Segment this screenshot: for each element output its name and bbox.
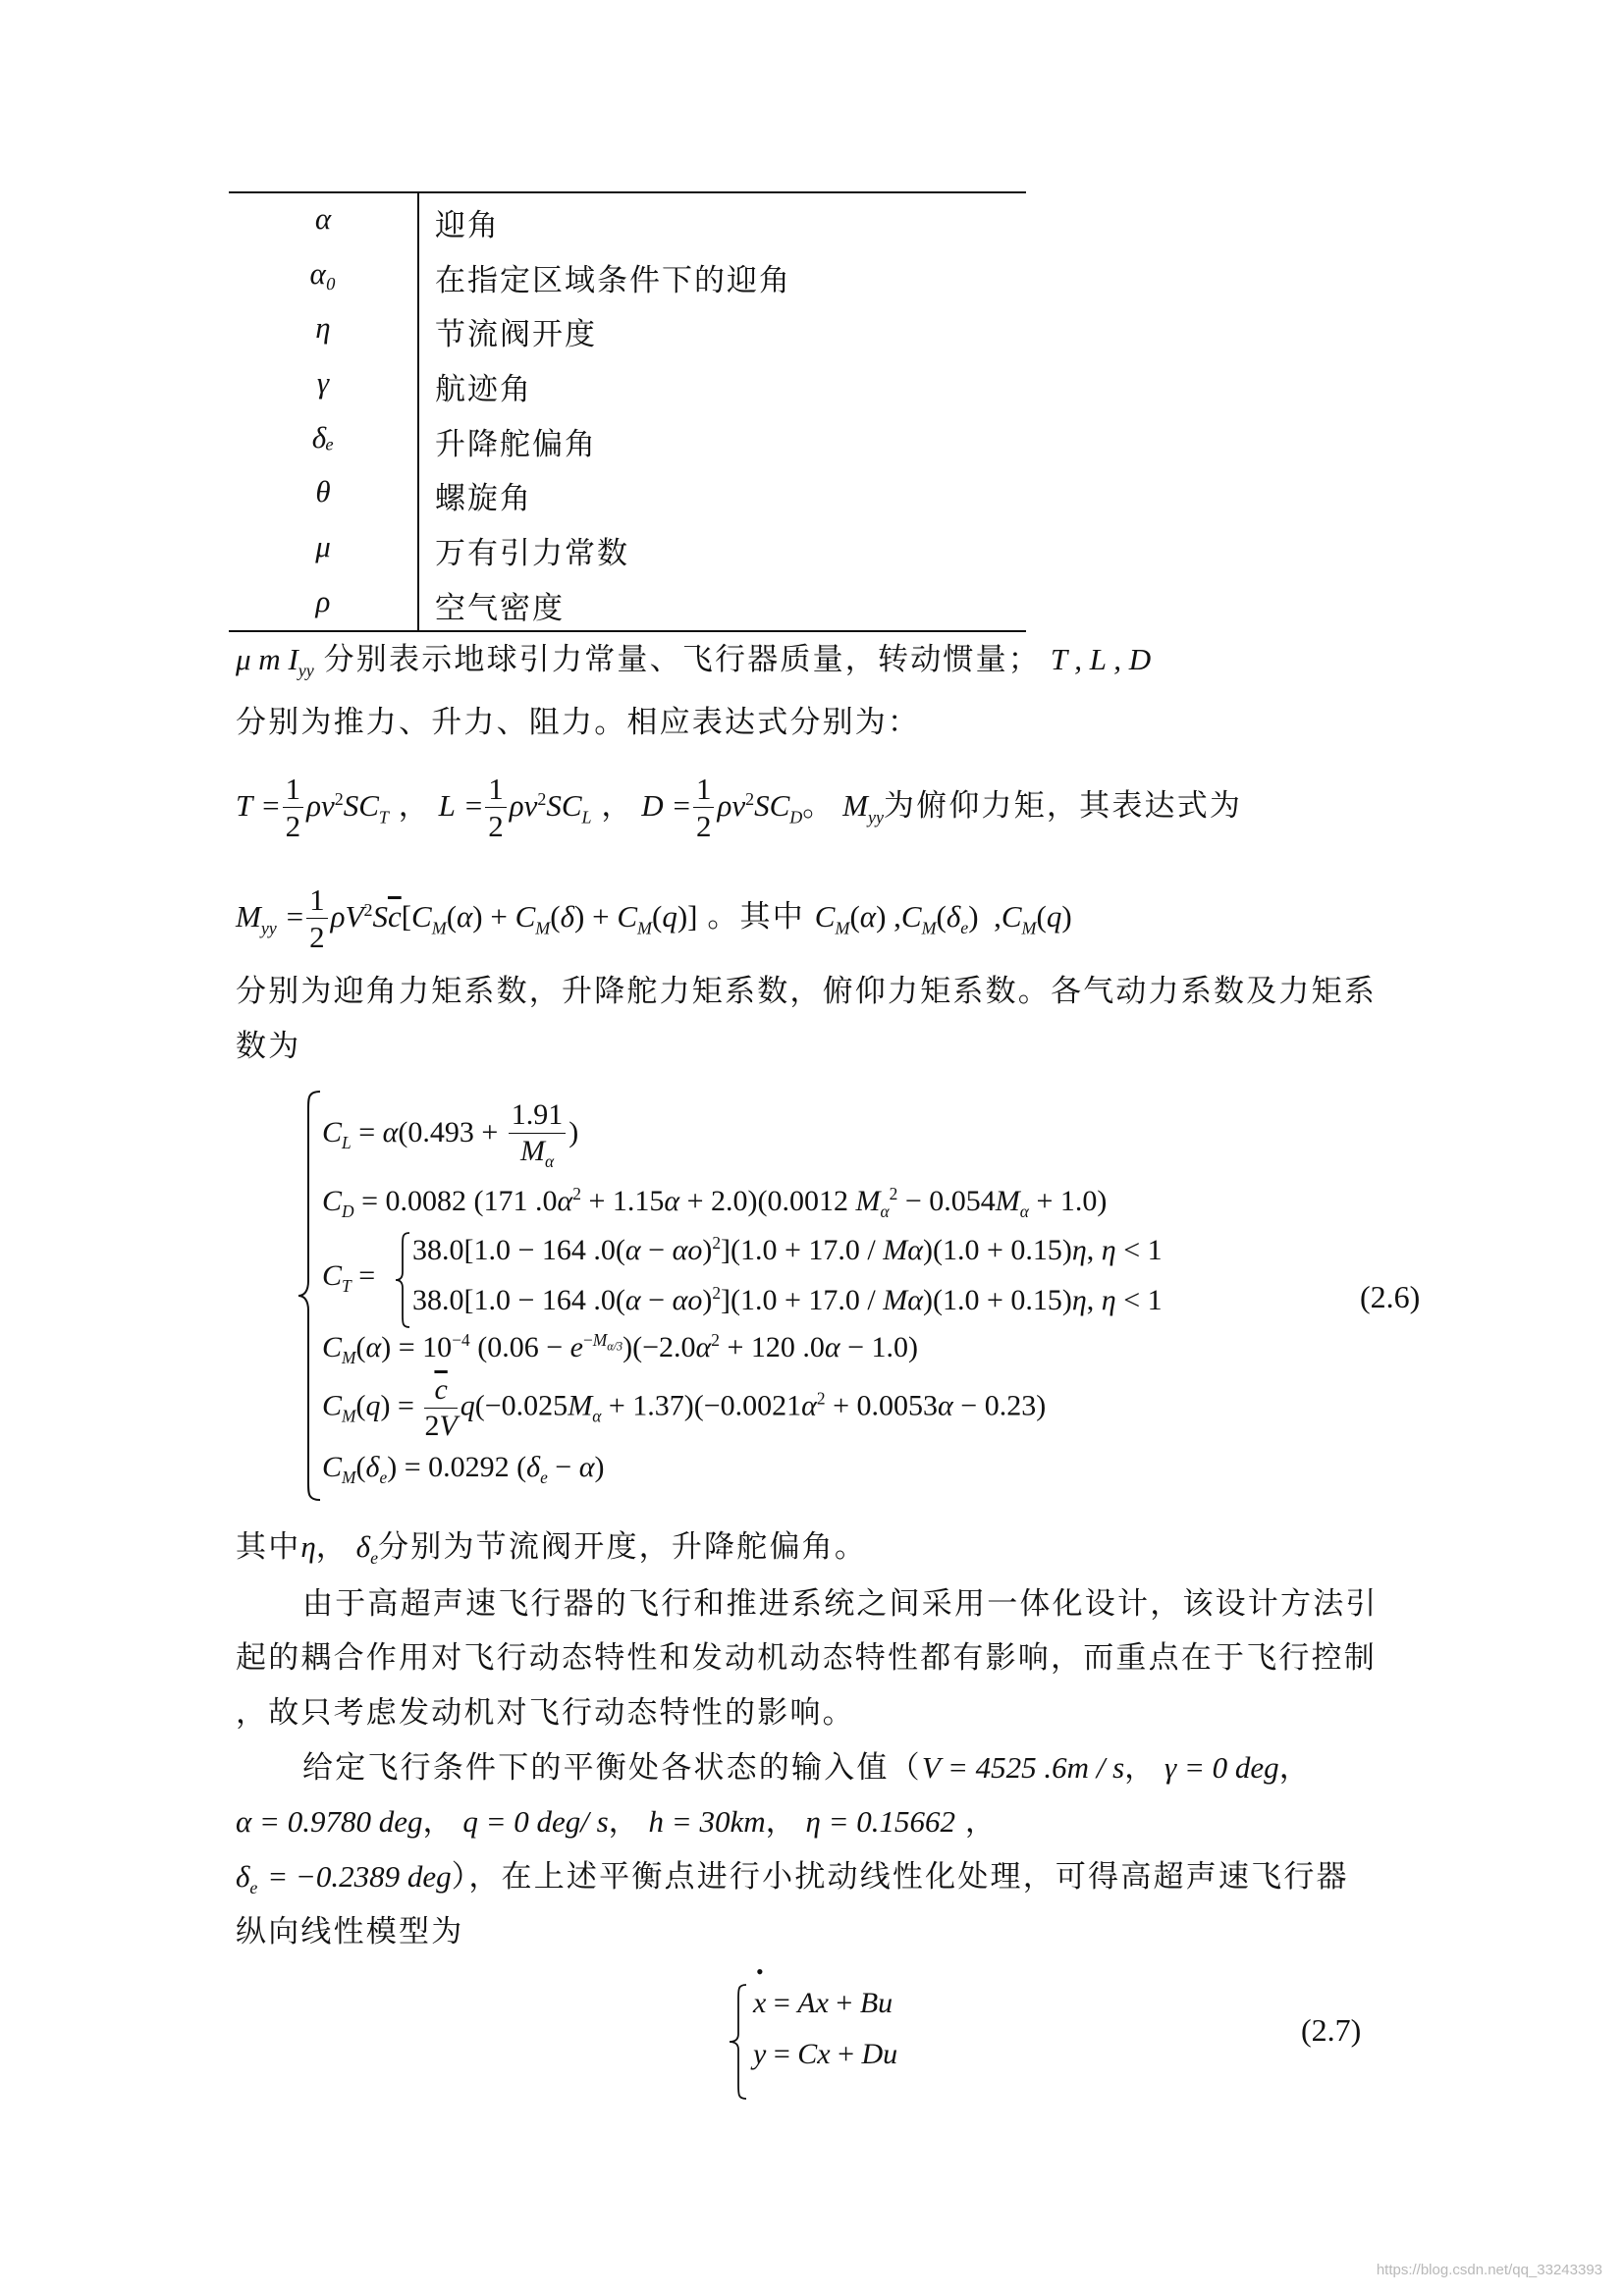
equation-cl: $C_L = \alpha(0.493$ + $\frac{1.91}{M_\alpha}$ )	[322, 1098, 579, 1171]
inner-brace	[393, 1231, 412, 1329]
equation-ct-case2: 38.0[1.0 − 164 $.0(\alpha - \alpha o)^2](1.0 + 17.0 / M\alpha)(1.0 + 0.15)\eta$, η < 1	[412, 1283, 1163, 1316]
text-line: T = $\frac{1}{2}$ $\rho v^2SC_T$ ， L = $\frac{1}{2}$ $\rho v^2SC_L$ ， D = $\frac{1}{2}$ $\rho v^2SC_D$。 $M_{yy}$为俯仰力矩，其表达式为	[236, 772, 1243, 844]
description-cell: 万有引力常数	[435, 536, 629, 572]
body-text: 纵向线性模型为	[236, 1914, 464, 1949]
table-row	[229, 466, 1026, 521]
table-bottom-rule	[229, 630, 1026, 632]
body-text: 为俯仰力矩，其表达式为	[883, 788, 1243, 825]
body-text: 分别为节流阀开度，升降舵偏角。	[378, 1529, 868, 1565]
symbol-cell: ρ	[315, 583, 331, 618]
table-row	[229, 248, 1026, 303]
equation-ct-label: $C_T$ =	[322, 1259, 376, 1296]
equation-ct-case1: 38.0[1.0 − 164 $.0(\alpha - \alpha o)^2](1.0 + 17.0 / M\alpha)(1.0 + 0.15)\eta$, η < 1	[412, 1233, 1163, 1266]
description-cell: 升降舵偏角	[435, 426, 597, 462]
text-line: 其中η， $\delta_e$分别为节流阀开度，升降舵偏角。	[236, 1529, 868, 1569]
table-row	[229, 412, 1026, 467]
symbol-cell: α	[314, 201, 332, 236]
value-eta: η = 0.15662	[805, 1804, 956, 1839]
body-text: 其中	[236, 1529, 301, 1565]
description-cell: 航迹角	[435, 372, 532, 408]
value-alpha: α = 0.9780 deg	[236, 1804, 423, 1839]
text-line: $\delta_e = -0.2389$ deg），在上述平衡点进行小扰动线性化处理，可得高超声速飞行器	[236, 1859, 1349, 1898]
text-line	[236, 640, 1151, 690]
description-cell: 节流阀开度	[435, 317, 597, 353]
description-cell: 螺旋角	[435, 481, 532, 517]
text-line: α = 0.9780 deg， q = 0 deg/ s， h = 30km， η = 0.15662 ，	[236, 1804, 996, 1840]
text-line: 给定飞行条件下的平衡处各状态的输入值（V = 4525 .6m / s， γ = 0 deg，	[302, 1750, 1310, 1786]
body-text: 分别表示地球引力常量、飞行器质量，转动惯量；	[323, 642, 1041, 677]
table-row	[229, 357, 1026, 412]
subscript: yy	[298, 661, 314, 681]
table-row	[229, 521, 1026, 576]
symbol-cell: θ	[315, 474, 331, 509]
symbol-cell: η	[315, 310, 331, 346]
equation-cd: $C_D = 0.0082$ (171 $.0\alpha^2 + 1.15\alpha + 2.0)(0.0012$ $M_\alpha^2 - 0.054M_\alpha + 1.0$)	[322, 1184, 1108, 1221]
table-row	[229, 576, 1026, 631]
left-brace	[295, 1090, 324, 1502]
body-text: ，故只考虑发动机对飞行动态特性的影响。	[236, 1695, 855, 1731]
value-h: h = 30km	[648, 1804, 766, 1839]
table-row	[229, 302, 1026, 357]
output-equation: y = Cx + Du	[753, 2038, 898, 2070]
left-brace	[727, 1983, 750, 2101]
equation-cm-alpha: $C_M(\alpha) = 10^{-4}$ $(0.06 - e^{-M_{\alpha/3}})(-2.0\alpha^2 + 120$ .0α − 1.0)	[322, 1330, 919, 1367]
symbol-cell: δₑ	[311, 419, 335, 454]
symbol-table	[229, 191, 1026, 631]
symbol-cell: α₀	[309, 255, 337, 291]
value-q: q = 0 deg/ s	[462, 1804, 609, 1839]
symbol-cell: γ	[316, 365, 330, 400]
equation-number: (2.7)	[1301, 2012, 1362, 2048]
description-cell: 迎角	[435, 208, 500, 243]
equation-cm-q: $C_M(q)$ = $\frac{\overline{c}}{2V}$ $q(-0.025M_\alpha + 1.37)(-0.0021\alpha^2 + 0.0053\alpha - 0.23)$	[322, 1373, 1047, 1442]
description-cell: 在指定区域条件下的迎角	[435, 262, 791, 298]
value-delta-e: = −0.2389 deg	[267, 1859, 452, 1894]
equation-number: (2.6)	[1360, 1279, 1421, 1314]
equation-cm-delta: $C_M(\delta_e) = 0.0292$ $(\delta_e - \alpha)$	[322, 1451, 605, 1487]
symbol-list: T , L , D	[1050, 642, 1152, 676]
body-text: ），在上述平衡点进行小扰动线性化处理，可得高超声速飞行器	[451, 1859, 1349, 1895]
description-cell: 空气密度	[435, 590, 565, 626]
value-v: V = 4525 .6m / s	[921, 1750, 1125, 1785]
body-text: 分别为推力、升力、阻力。相应表达式分别为：	[236, 705, 921, 740]
symbol-cell: μ	[315, 529, 331, 564]
text-line: $M_{yy}$ = $\frac{1}{2}$ $\rho V^2S\overline{c}[C_M(\alpha) + C_M(\delta) + C_M(q)]$ 。其中 $C_M(\alpha)$ $,C_M(\delta_e)$ $,C_M(q)$	[236, 882, 1072, 955]
body-text: 数为	[236, 1029, 301, 1064]
body-text: 给定飞行条件下的平衡处各状态的输入值（	[302, 1750, 922, 1786]
body-text: 由于高超声速飞行器的飞行和推进系统之间采用一体化设计，该设计方法引	[302, 1586, 1379, 1622]
body-text: 分别为迎角力矩系数，升降舵力矩系数，俯仰力矩系数。各气动力系数及力矩系	[236, 974, 1377, 1009]
state-equation: • x = Ax + Bu	[753, 1959, 893, 2019]
body-text: 起的耦合作用对飞行动态特性和发动机动态特性都有影响，而重点在于飞行控制	[236, 1640, 1377, 1676]
symbol-list: μ m I	[236, 642, 298, 676]
body-text: 。其中	[707, 899, 805, 935]
table-row	[229, 193, 1026, 248]
watermark: https://blog.csdn.net/qq_33243393	[1376, 2262, 1602, 2278]
value-gamma: γ = 0 deg	[1164, 1750, 1279, 1785]
